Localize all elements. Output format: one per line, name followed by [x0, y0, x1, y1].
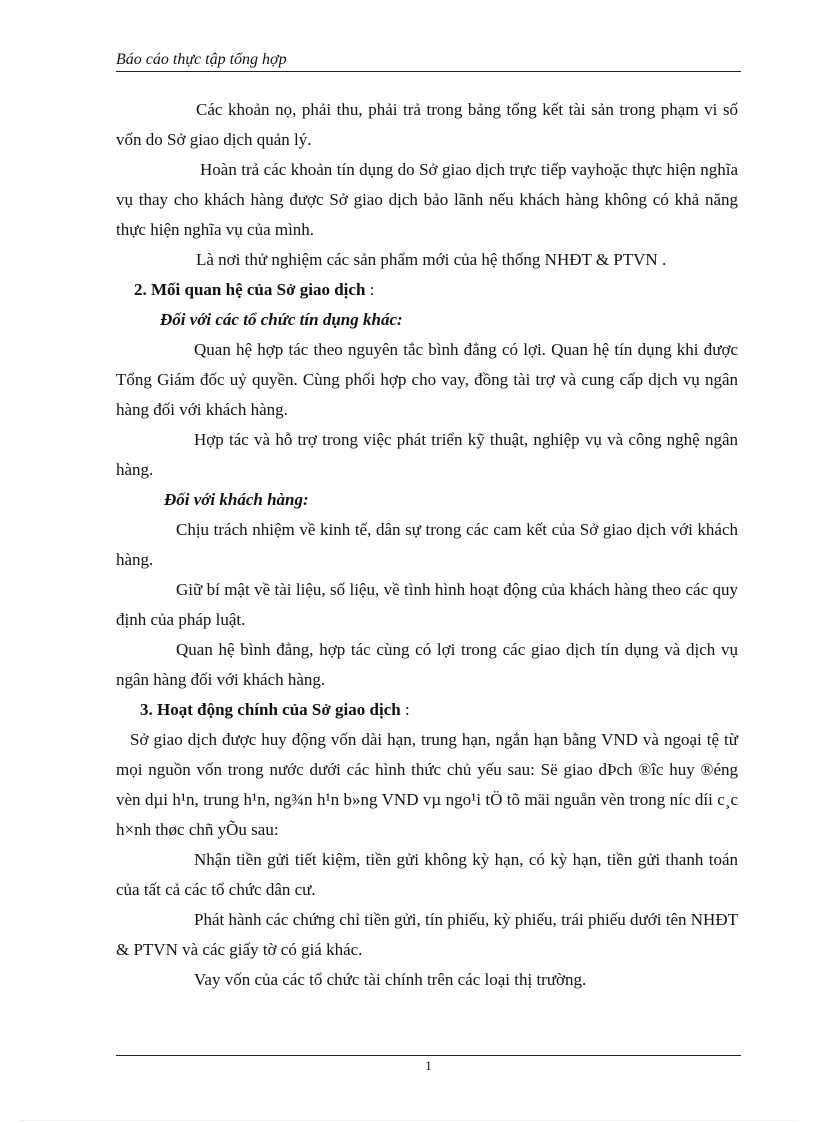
- paragraph-securities: Phát hành các chứng chỉ tiền gửi, tín phiếu, kỳ phiếu, trái phiếu dưới tên NHĐT & PTVN và các giấy tờ có giá khác.: [116, 910, 738, 959]
- page-edge: [20, 1120, 796, 1121]
- paragraph-confidentiality: Giữ bí mật về tài liệu, số liệu, về tình hình hoạt động của khách hàng theo các quy định của pháp luật.: [116, 580, 738, 629]
- section-heading-relations: 2. Mối quan hệ của Sở giao dịch :: [134, 280, 375, 299]
- paragraph-cooperation: Quan hệ hợp tác theo nguyên tắc bình đẳng có lợi. Quan hệ tín dụng khi được Tổng Giám đốc uỷ quyền. Cùng phối hợp cho vay, đồng tài trợ và cung cấp dịch vụ ngân hàng đối với khách hàng.: [116, 340, 738, 419]
- document-body: [116, 95, 738, 995]
- paragraph-responsibility: Chịu trách nhiệm về kinh tế, dân sự trong các cam kết của Sở giao dịch với khách hàng.: [116, 520, 738, 569]
- subheading-credit-institutions: Đối với các tổ chức tín dụng khác:: [160, 310, 403, 329]
- paragraph-equality: Quan hệ bình đẳng, hợp tác cùng có lợi trong các giao dịch tín dụng và dịch vụ ngân hàng đối với khách hàng.: [116, 640, 738, 689]
- paragraph-capital-mobilization: Sở giao dịch được huy động vốn dài hạn, trung hạn, ngắn hạn bằng VND và ngoại tệ từ mọi nguồn vốn trong nước dưới các hình thức chủ yếu sau: Së giao dÞch ®îc huy ®éng vèn dµi h¹n, trung h¹n, ng¾n h¹n b»ng VND vµ ngo¹i tÖ tõ mäi nguån vèn trong níc díi c¸c h×nh thøc chñ yÕu sau:: [116, 730, 738, 839]
- paragraph-deposits: Nhận tiền gửi tiết kiệm, tiền gửi không kỳ hạn, có kỳ hạn, tiền gửi thanh toán của tất cả các tổ chức dân cư.: [116, 850, 738, 899]
- footer-divider: [116, 1055, 741, 1056]
- paragraph-technical-support: Hợp tác và hỗ trợ trong việc phát triển kỹ thuật, nghiệp vụ và công nghệ ngân hàng.: [116, 430, 738, 479]
- paragraph-borrowing: Vay vốn của các tổ chức tài chính trên các loại thị trường.: [194, 970, 587, 989]
- paragraph-product-testing: Là nơi thử nghiệm các sản phẩm mới của hệ thống NHĐT & PTVN .: [196, 250, 667, 269]
- paragraph-balance-sheet: Các khoản nọ, phải thu, phải trả trong bảng tổng kết tài sản trong phạm vi số vốn do Sở giao dịch quản lý.: [116, 100, 738, 149]
- paragraph-credit-repayment: Hoàn trả các khoản tín dụng do Sở giao dịch trực tiếp vayhoặc thực hiện nghĩa vụ thay cho khách hàng được Sở giao dịch bảo lãnh nếu khách hàng không có khả năng thực hiện nghĩa vụ của mình.: [116, 160, 738, 239]
- page-number: 1: [425, 1058, 432, 1073]
- subheading-customers: Đối với khách hàng:: [164, 490, 309, 509]
- page-header: Báo cáo thực tập tổng hợp: [116, 50, 741, 72]
- section-heading-activities: 3. Hoạt động chính của Sở giao dịch :: [140, 700, 410, 719]
